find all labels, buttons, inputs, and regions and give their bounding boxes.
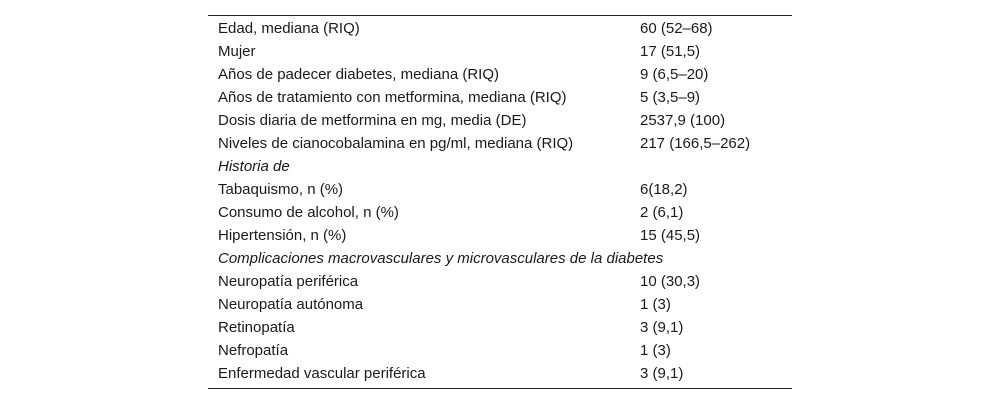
row-value: 3 (9,1) [640,319,684,336]
row-label: Enfermedad vascular periférica [218,365,426,382]
table-row [208,362,792,385]
row-value: 1 (3) [640,296,671,313]
row-label: Consumo de alcohol, n (%) [218,204,399,221]
row-label: Edad, mediana (RIQ) [218,20,360,37]
data-table [208,15,792,389]
row-value: 3 (9,1) [640,365,684,382]
row-label: Mujer [218,43,256,60]
table-row [208,86,792,109]
row-value: 2537,9 (100) [640,112,726,129]
table-row [208,132,792,155]
table-row [208,224,792,247]
row-value: 6(18,2) [640,181,688,198]
row-value: 15 (45,5) [640,227,701,244]
row-label: Años de padecer diabetes, mediana (RIQ) [218,66,499,83]
table-row [208,270,792,293]
table-row [208,109,792,132]
row-value: 10 (30,3) [640,273,701,290]
row-value: 1 (3) [640,342,671,359]
row-label: Dosis diaria de metformina en mg, media (DE) [218,112,527,129]
table-row [208,17,792,40]
section-header-row [208,155,792,178]
row-label: Retinopatía [218,319,295,336]
table-row [208,316,792,339]
row-value: 5 (3,5–9) [640,89,701,106]
table-row [208,40,792,63]
section-header-complicaciones: Complicaciones macrovasculares y microvasculares de la diabetes [218,250,664,267]
row-label: Neuropatía periférica [218,273,359,290]
row-value: 2 (6,1) [640,204,684,221]
row-value: 60 (52–68) [640,20,713,37]
table-row [208,63,792,86]
row-label: Neuropatía autónoma [218,296,364,313]
section-header-historia: Historia de [218,158,290,175]
row-value: 217 (166,5–262) [640,135,751,152]
section-header-row [208,247,792,270]
row-label: Tabaquismo, n (%) [218,181,344,198]
row-value: 17 (51,5) [640,43,701,60]
table-row [208,339,792,362]
characteristics-table [208,17,792,385]
table-row [208,178,792,201]
row-label: Nefropatía [218,342,289,359]
row-value: 9 (6,5–20) [640,66,709,83]
table-row [208,293,792,316]
row-label: Niveles de cianocobalamina en pg/ml, mediana (RIQ) [218,135,574,152]
bottom-rule [208,388,792,389]
row-label: Hipertensión, n (%) [218,227,347,244]
table-row [208,201,792,224]
top-rule [208,15,792,16]
row-label: Años de tratamiento con metformina, mediana (RIQ) [218,89,567,106]
